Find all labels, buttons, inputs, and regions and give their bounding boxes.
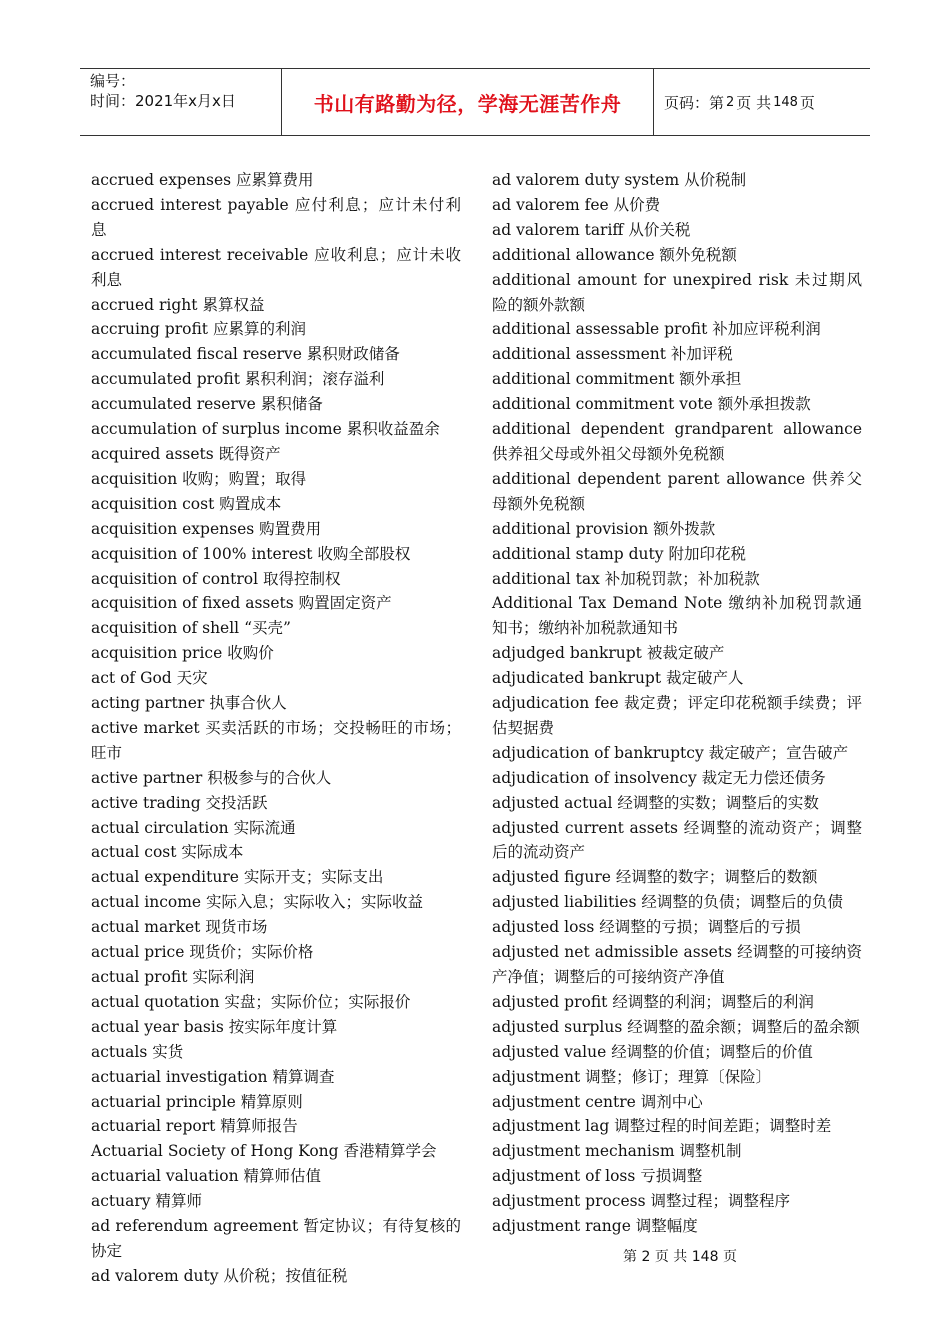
glossary-entry: adjudged bankrupt 被裁定破产 — [492, 644, 725, 663]
glossary-entry: ad valorem duty 从价税；按值征税 — [91, 1266, 348, 1285]
glossary-entry: accumulation of surplus income 累积收益盈余 — [91, 420, 440, 439]
glossary-entry: active partner 积极参与的合伙人 — [91, 768, 332, 787]
glossary-entry: actual year basis 按实际年度计算 — [91, 1017, 338, 1036]
glossary-entry: acquisition cost 购置成本 — [91, 494, 282, 513]
glossary-entry: acquisition of fixed assets 购置固定资产 — [91, 594, 392, 613]
left-column — [91, 168, 461, 1289]
glossary-entry: adjusted figure 经调整的数字；调整后的数额 — [492, 868, 818, 887]
glossary-entry: adjusted profit 经调整的利润；调整后的利润 — [492, 992, 814, 1011]
glossary-entry: actuary 精算师 — [91, 1192, 202, 1211]
code-label: 编号： — [90, 72, 136, 90]
glossary-entry: additional commitment vote 额外承担拨款 — [492, 395, 811, 414]
glossary-entry: actual market 现货市场 — [91, 918, 268, 937]
glossary-entry: adjusted value 经调整的价值；调整后的价值 — [492, 1042, 813, 1061]
glossary-entry: ad valorem duty system 从价税制 — [492, 171, 747, 189]
glossary-entry: acquisition of 100% interest 收购全部股权 — [91, 544, 411, 563]
glossary-entry: adjusted surplus 经调整的盈余额；调整后的盈余额 — [492, 1017, 860, 1036]
glossary-entry: actual quotation 实盘；实际价位；实际报价 — [91, 992, 411, 1011]
glossary-entry: accumulated reserve 累积储备 — [91, 395, 323, 414]
glossary-entry: additional assessable profit 补加应评税利润 — [492, 320, 821, 339]
glossary-entry: adjusted liabilities 经调整的负债；调整后的负债 — [492, 893, 843, 912]
glossary-entry: accumulated profit 累积利润；滚存溢利 — [91, 370, 385, 389]
glossary-entry: accruing profit 应累算的利润 — [91, 320, 306, 339]
glossary-entry: actual expenditure 实际开支；实际支出 — [91, 868, 384, 887]
date-label: 时间：2021年x月x日 — [90, 92, 236, 110]
glossary-entry: act of God 天灾 — [91, 669, 208, 688]
header-motto: 书山有路勤为径，学海无涯苦作舟 — [282, 69, 654, 135]
glossary-entry: accumulated fiscal reserve 累积财政储备 — [91, 345, 400, 364]
glossary-entry: actual circulation 实际流通 — [91, 818, 296, 837]
glossary-entry: actuarial principle 精算原则 — [91, 1092, 303, 1111]
header-page-info — [654, 69, 870, 135]
page-footer — [0, 1246, 950, 1266]
glossary-entry: adjusted current assets 经调整的流动资产；调整后的流动资产 — [492, 818, 862, 862]
glossary-entry: accrued right 累算权益 — [91, 295, 265, 314]
page-prefix: 页码：第 — [664, 93, 725, 112]
glossary-entry: additional amount for unexpired risk 未过期风险的额外款额 — [492, 270, 862, 314]
glossary-entry: acting partner 执事合伙人 — [91, 694, 287, 713]
glossary-entry: accrued interest receivable 应收利息；应计未收利息 — [91, 245, 461, 289]
glossary-entry: actual price 现货价；实际价格 — [91, 943, 314, 962]
glossary-entry: adjudication of insolvency 裁定无力偿还债务 — [492, 768, 826, 787]
page-number: 2 — [726, 94, 735, 110]
page-header — [80, 68, 870, 136]
footer-mid: 页 共 — [654, 1249, 688, 1265]
glossary-entry: adjudication fee 裁定费；评定印花税额手续费；评估契据费 — [492, 694, 862, 737]
glossary-entry: active trading 交投活跃 — [91, 793, 268, 812]
page-mid: 页 共 — [736, 93, 772, 112]
glossary-entry: actuarial report 精算师报告 — [91, 1117, 298, 1136]
footer-page-number: 2 — [641, 1249, 651, 1265]
glossary-entry: actual cost 实际成本 — [91, 843, 244, 862]
glossary-entry: acquisition 收购；购置；取得 — [91, 469, 307, 488]
glossary-entry: additional dependent grandparent allowance 供养祖父母或外祖父母额外免税额 — [492, 420, 862, 463]
glossary-entry: adjustment of loss 亏损调整 — [492, 1167, 703, 1186]
glossary-entry: Additional Tax Demand Note 缴纳补加税罚款通知书；缴纳补加税款通知书 — [492, 594, 862, 638]
glossary-entry: additional dependent parent allowance 供养父母额外免税额 — [492, 469, 862, 513]
footer-prefix: 第 — [623, 1249, 638, 1265]
glossary-entry: adjustment range 调整幅度 — [492, 1217, 698, 1236]
glossary-entry: adjudicated bankrupt 裁定破产人 — [492, 669, 744, 688]
glossary-entry: adjudication of bankruptcy 裁定破产；宣告破产 — [492, 743, 849, 762]
header-meta — [80, 69, 282, 135]
glossary-entry: additional commitment 额外承担 — [492, 370, 742, 389]
right-column — [492, 168, 862, 1239]
glossary-entry: actuarial valuation 精算师估值 — [91, 1167, 321, 1186]
glossary-entry: adjusted net admissible assets 经调整的可接纳资产净值；调整后的可接纳资产净值 — [492, 943, 862, 986]
glossary-entry: active market 买卖活跃的市场；交投畅旺的市场；旺市 — [91, 718, 461, 762]
page-total: 148 — [773, 94, 798, 110]
footer-suffix: 页 — [722, 1249, 737, 1265]
glossary-entry: actual profit 实际利润 — [91, 968, 255, 986]
glossary-entry: adjustment process 调整过程；调整程序 — [492, 1192, 790, 1211]
glossary-entry: acquisition of control 取得控制权 — [91, 569, 341, 588]
glossary-entry: accrued interest payable 应付利息；应计未付利息 — [91, 195, 461, 239]
glossary-entry: acquired assets 既得资产 — [91, 444, 281, 463]
glossary-entry: acquisition of shell “买壳” — [91, 619, 291, 638]
footer-page-total: 148 — [691, 1249, 719, 1265]
glossary-entry: additional allowance 额外免税额 — [492, 245, 737, 264]
glossary-entry: accrued expenses 应累算费用 — [91, 171, 314, 189]
page-suffix: 页 — [799, 93, 815, 112]
glossary-entry: adjustment mechanism 调整机制 — [492, 1142, 742, 1161]
glossary-entry: adjusted actual 经调整的实数；调整后的实数 — [492, 793, 819, 812]
glossary-entry: adjustment 调整；修订；理算〔保险〕 — [492, 1067, 772, 1086]
glossary-entry: adjusted loss 经调整的亏损；调整后的亏损 — [492, 918, 801, 937]
glossary-entry: additional provision 额外拨款 — [492, 519, 716, 538]
glossary-entry: acquisition price 收购价 — [91, 644, 274, 663]
glossary-entry: Actuarial Society of Hong Kong 香港精算学会 — [91, 1142, 437, 1161]
glossary-entry: actual income 实际入息；实际收入；实际收益 — [91, 893, 424, 912]
glossary-entry: actuarial investigation 精算调查 — [91, 1067, 335, 1086]
glossary-entry: acquisition expenses 购置费用 — [91, 519, 322, 538]
glossary-entry: additional tax 补加税罚款；补加税款 — [492, 569, 760, 588]
glossary-entry: ad referendum agreement 暂定协议；有待复核的协定 — [91, 1217, 461, 1260]
glossary-entry: additional assessment 补加评税 — [492, 345, 733, 364]
glossary-entry: actuals 实货 — [91, 1042, 184, 1061]
glossary-entry: adjustment lag 调整过程的时间差距；调整时差 — [492, 1117, 832, 1136]
glossary-entry: ad valorem fee 从价费 — [492, 195, 661, 214]
glossary-entry: ad valorem tariff 从价关税 — [492, 220, 691, 239]
glossary-entry: additional stamp duty 附加印花税 — [492, 544, 746, 563]
glossary-entry: adjustment centre 调剂中心 — [492, 1092, 703, 1111]
